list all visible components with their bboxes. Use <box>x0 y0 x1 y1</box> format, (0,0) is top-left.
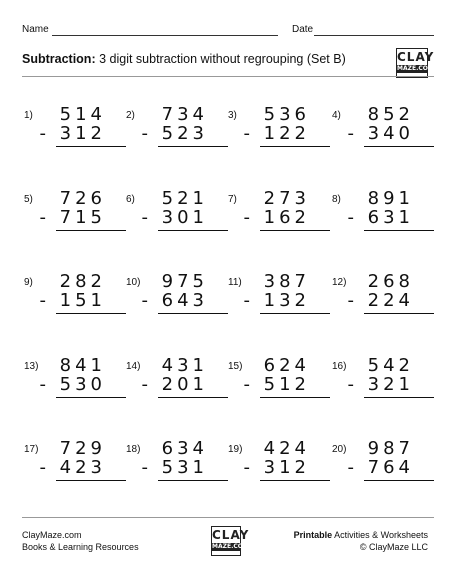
answer-line <box>364 230 434 231</box>
answer-line <box>56 397 126 398</box>
answer-line <box>56 480 126 481</box>
answer-line <box>56 230 126 231</box>
answer-line <box>158 397 228 398</box>
problem-2 <box>126 104 226 164</box>
minus-sign: - <box>141 374 148 395</box>
header-divider <box>22 76 434 77</box>
answer-line <box>260 480 330 481</box>
worksheet-title <box>22 52 434 72</box>
minuend: 852 <box>367 104 414 125</box>
minuend: 841 <box>59 355 106 376</box>
minuend: 273 <box>263 188 310 209</box>
claymaze-logo-footer: CLAY MAZE.COM <box>211 526 241 556</box>
minus-sign: - <box>243 374 250 395</box>
problem-7 <box>228 188 328 248</box>
problem-4 <box>332 104 432 164</box>
problem-number: 14) <box>126 361 141 372</box>
minuend: 542 <box>367 355 414 376</box>
minus-sign: - <box>141 123 148 144</box>
answer-line <box>158 480 228 481</box>
problem-15 <box>228 355 328 415</box>
minus-sign: - <box>39 207 46 228</box>
minuend: 975 <box>161 271 208 292</box>
minuend: 514 <box>59 104 106 125</box>
answer-line <box>56 146 126 147</box>
problem-14 <box>126 355 226 415</box>
problem-16 <box>332 355 432 415</box>
problem-number: 12) <box>332 277 347 288</box>
title-topic: Subtraction: <box>22 52 96 66</box>
answer-line <box>364 480 434 481</box>
answer-line <box>260 313 330 314</box>
title-description: 3 digit subtraction without regrouping (Set B) <box>95 52 346 66</box>
minus-sign: - <box>347 207 354 228</box>
problem-number: 2) <box>126 110 135 121</box>
subtrahend: 201 <box>161 374 208 395</box>
problem-number: 13) <box>24 361 39 372</box>
problem-number: 15) <box>228 361 243 372</box>
subtrahend: 531 <box>161 457 208 478</box>
minuend: 282 <box>59 271 106 292</box>
footer-right <box>294 529 428 553</box>
minuend: 987 <box>367 438 414 459</box>
subtrahend: 151 <box>59 290 106 311</box>
answer-line <box>364 313 434 314</box>
problem-18 <box>126 438 226 498</box>
minuend: 521 <box>161 188 208 209</box>
subtrahend: 423 <box>59 457 106 478</box>
date-line <box>314 35 434 36</box>
answer-line <box>158 313 228 314</box>
minuend: 536 <box>263 104 310 125</box>
claymaze-logo: CLAY MAZE.COM <box>396 48 428 78</box>
problem-1 <box>24 104 124 164</box>
footer-printable: Printable <box>293 530 333 540</box>
subtrahend: 224 <box>367 290 414 311</box>
subtrahend: 512 <box>263 374 310 395</box>
footer-divider <box>22 517 434 518</box>
minuend: 268 <box>367 271 414 292</box>
minuend: 624 <box>263 355 310 376</box>
answer-line <box>158 146 228 147</box>
date-label: Date <box>292 24 314 35</box>
minus-sign: - <box>243 457 250 478</box>
footer-copyright: © ClayMaze LLC <box>359 542 428 552</box>
subtrahend: 321 <box>367 374 414 395</box>
problem-number: 6) <box>126 194 135 205</box>
name-line <box>52 35 278 36</box>
problem-19 <box>228 438 328 498</box>
problem-17 <box>24 438 124 498</box>
subtrahend: 631 <box>367 207 414 228</box>
minus-sign: - <box>347 374 354 395</box>
problem-number: 9) <box>24 277 33 288</box>
problem-3 <box>228 104 328 164</box>
minus-sign: - <box>39 290 46 311</box>
subtrahend: 312 <box>263 457 310 478</box>
minuend: 387 <box>263 271 310 292</box>
name-label: Name <box>22 24 49 35</box>
minuend: 634 <box>161 438 208 459</box>
problem-number: 8) <box>332 194 341 205</box>
subtrahend: 764 <box>367 457 414 478</box>
minuend: 424 <box>263 438 310 459</box>
name-row <box>22 24 434 38</box>
problem-20 <box>332 438 432 498</box>
problem-number: 4) <box>332 110 341 121</box>
answer-line <box>56 313 126 314</box>
answer-line <box>260 230 330 231</box>
minus-sign: - <box>141 207 148 228</box>
subtrahend: 312 <box>59 123 106 144</box>
footer-left <box>22 529 139 553</box>
minus-sign: - <box>347 290 354 311</box>
problem-number: 1) <box>24 110 33 121</box>
footer-activities: Activities & Worksheets <box>332 530 428 540</box>
problem-13 <box>24 355 124 415</box>
subtrahend: 715 <box>59 207 106 228</box>
answer-line <box>364 146 434 147</box>
problem-number: 17) <box>24 444 39 455</box>
subtrahend: 643 <box>161 290 208 311</box>
problem-number: 11) <box>228 277 242 288</box>
answer-line <box>364 397 434 398</box>
problem-10 <box>126 271 226 331</box>
minus-sign: - <box>347 457 354 478</box>
answer-line <box>260 146 330 147</box>
problem-5 <box>24 188 124 248</box>
problem-8 <box>332 188 432 248</box>
footer-site: ClayMaze.com <box>22 530 82 540</box>
problem-11 <box>228 271 328 331</box>
subtrahend: 162 <box>263 207 310 228</box>
minus-sign: - <box>243 290 250 311</box>
minus-sign: - <box>39 123 46 144</box>
problem-number: 7) <box>228 194 237 205</box>
problem-number: 16) <box>332 361 347 372</box>
minus-sign: - <box>39 457 46 478</box>
problem-number: 19) <box>228 444 243 455</box>
subtrahend: 523 <box>161 123 208 144</box>
minuend: 891 <box>367 188 414 209</box>
problem-number: 3) <box>228 110 237 121</box>
problem-6 <box>126 188 226 248</box>
problem-number: 10) <box>126 277 141 288</box>
minuend: 726 <box>59 188 106 209</box>
problem-number: 20) <box>332 444 347 455</box>
minus-sign: - <box>243 207 250 228</box>
minus-sign: - <box>141 457 148 478</box>
subtrahend: 301 <box>161 207 208 228</box>
answer-line <box>158 230 228 231</box>
answer-line <box>260 397 330 398</box>
subtrahend: 340 <box>367 123 414 144</box>
subtrahend: 530 <box>59 374 106 395</box>
minus-sign: - <box>243 123 250 144</box>
problem-number: 5) <box>24 194 33 205</box>
minuend: 431 <box>161 355 208 376</box>
minuend: 729 <box>59 438 106 459</box>
minuend: 734 <box>161 104 208 125</box>
problem-number: 18) <box>126 444 141 455</box>
problem-9 <box>24 271 124 331</box>
problem-12 <box>332 271 432 331</box>
footer-tagline: Books & Learning Resources <box>22 542 139 552</box>
subtrahend: 132 <box>263 290 310 311</box>
minus-sign: - <box>141 290 148 311</box>
minus-sign: - <box>347 123 354 144</box>
minus-sign: - <box>39 374 46 395</box>
subtrahend: 122 <box>263 123 310 144</box>
